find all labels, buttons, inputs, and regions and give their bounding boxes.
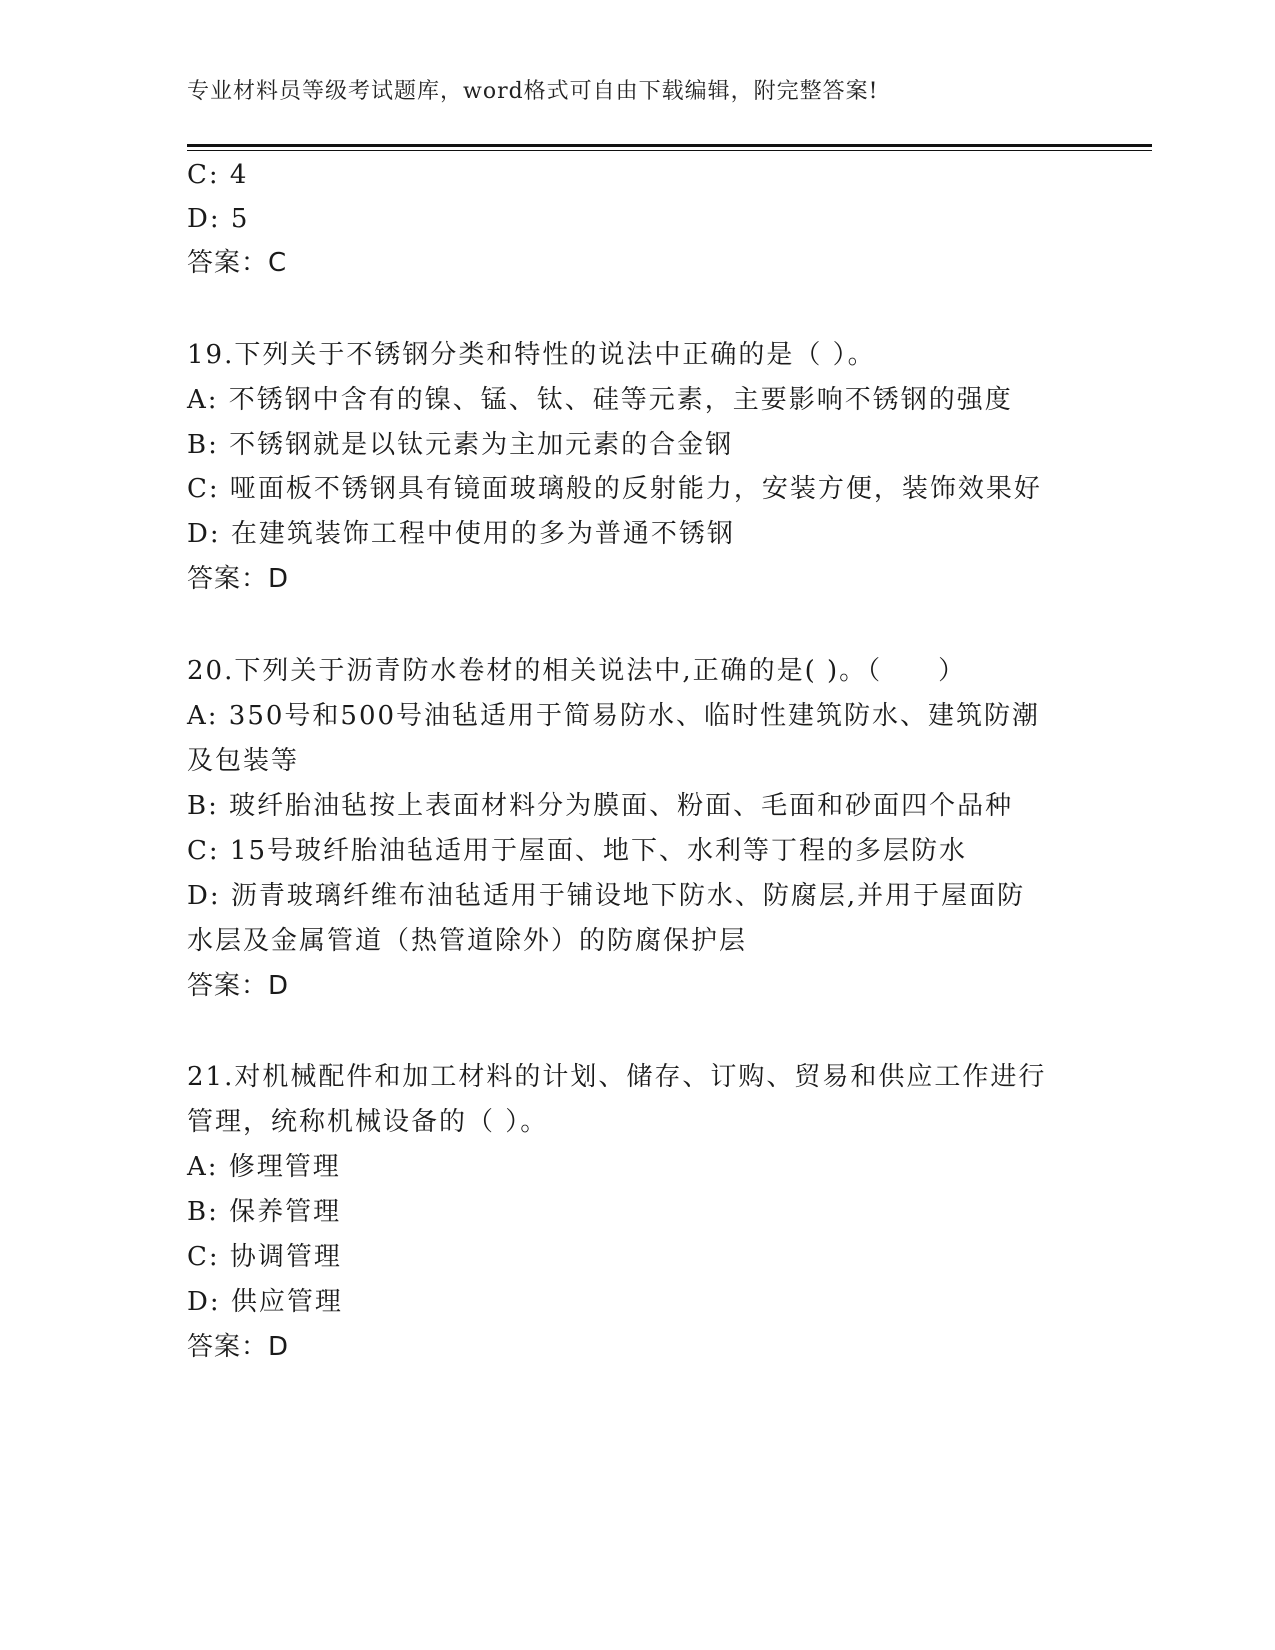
q20-option-a-line2: 及包装等	[187, 746, 300, 776]
q18-answer: 答案：C	[187, 248, 288, 278]
q19-option-b: B: 不锈钢就是以钛元素为主加元素的合金钢	[187, 430, 734, 460]
header-rule-thin	[187, 150, 1152, 151]
q21-option-d: D: 供应管理	[187, 1287, 343, 1317]
q20-option-d-line1: D: 沥青玻璃纤维布油毡适用于铺设地下防水、防腐层,并用于屋面防	[187, 881, 1026, 911]
q21-question-line1: 21.对机械配件和加工材料的计划、储存、订购、贸易和供应工作进行	[187, 1062, 1047, 1092]
q20-option-c: C: 15号玻纤胎油毡适用于屋面、地下、水利等丁程的多层防水	[187, 836, 968, 866]
q20-option-b: B: 玻纤胎油毡按上表面材料分为膜面、粉面、毛面和砂面四个品种	[187, 791, 1014, 821]
q21-option-b: B: 保养管理	[187, 1197, 342, 1227]
q19-option-d: D: 在建筑装饰工程中使用的多为普通不锈钢	[187, 519, 735, 549]
q21-option-c: C: 协调管理	[187, 1242, 342, 1272]
q19-question: 19.下列关于不锈钢分类和特性的说法中正确的是（ ）。	[187, 340, 876, 370]
page-header: 专业材料员等级考试题库，word格式可自由下载编辑，附完整答案!	[187, 79, 879, 104]
q20-question: 20.下列关于沥青防水卷材的相关说法中,正确的是( )。（ ）	[187, 656, 967, 686]
q18-option-c: C: 4	[187, 160, 249, 190]
q19-option-a: A: 不锈钢中含有的镍、锰、钛、硅等元素，主要影响不锈钢的强度	[187, 385, 1013, 415]
q21-question-line2: 管理，统称机械设备的（ ）。	[187, 1107, 549, 1137]
q21-option-a: A: 修理管理	[187, 1152, 341, 1182]
q20-answer: 答案：D	[187, 971, 290, 1001]
q18-option-d: D: 5	[187, 204, 250, 234]
q19-option-c: C: 哑面板不锈钢具有镜面玻璃般的反射能力，安装方便，装饰效果好	[187, 474, 1042, 504]
q20-option-d-line2: 水层及金属管道（热管道除外）的防腐保护层	[187, 926, 748, 956]
header-rule-thick	[187, 144, 1152, 147]
q21-answer: 答案：D	[187, 1332, 290, 1362]
q20-option-a-line1: A: 350号和500号油毡适用于简易防水、临时性建筑防水、建筑防潮	[187, 701, 1041, 731]
q19-answer: 答案：D	[187, 564, 290, 594]
